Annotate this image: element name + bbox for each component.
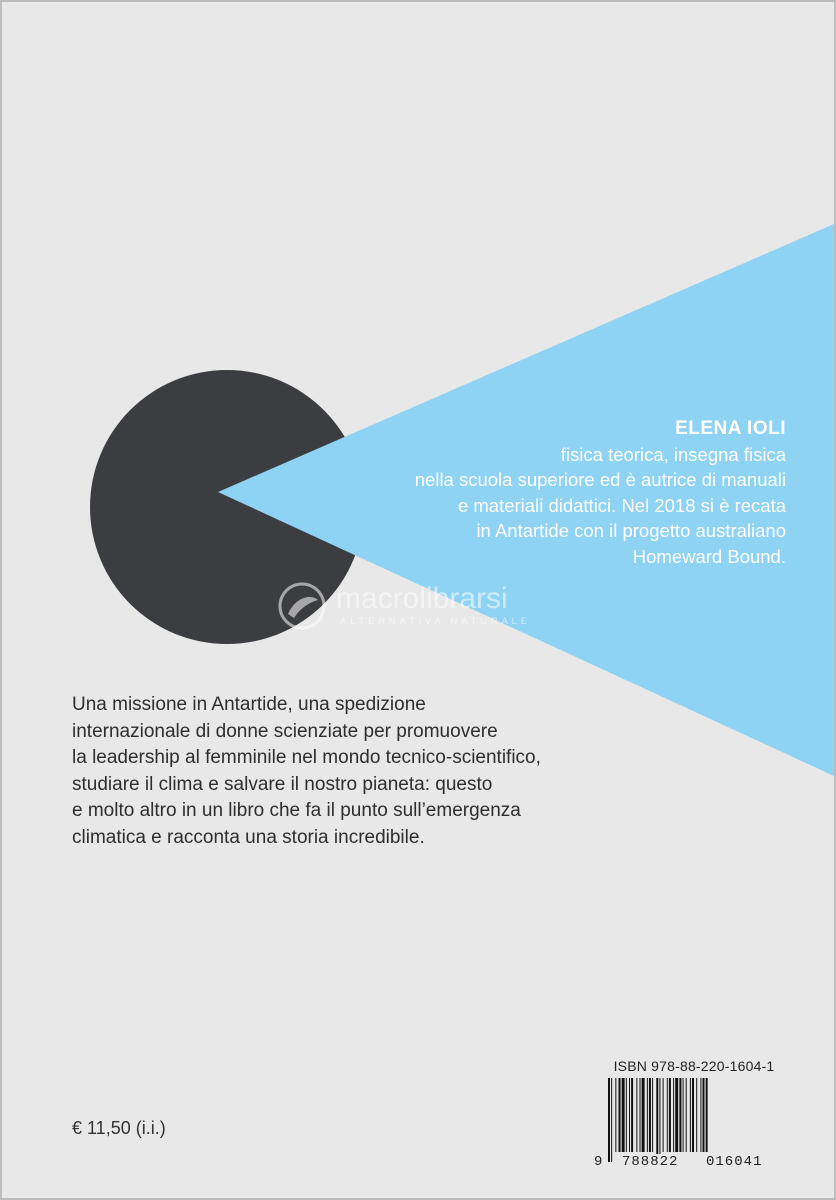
barcode-bar [706, 1078, 708, 1152]
author-bio-line: in Antartide con il progetto australiano [476, 520, 786, 541]
barcode-bar [619, 1078, 621, 1152]
barcode-digits-left: 788822 [622, 1154, 679, 1170]
author-bio-line: Homeward Bound. [632, 545, 786, 567]
barcode-bar [615, 1078, 616, 1152]
barcode-bar [636, 1078, 637, 1152]
barcode-bar [622, 1078, 625, 1152]
watermark-tagline: ALTERNATIVA NATURALE [340, 616, 531, 627]
barcode-bar [649, 1078, 651, 1152]
barcode-bar [673, 1078, 674, 1152]
barcode-bar [667, 1078, 668, 1152]
barcode-bar [647, 1078, 648, 1152]
description-line: e molto altro in un libro che fa il punto sull’emergenza [72, 800, 521, 822]
barcode-bar [656, 1078, 658, 1162]
author-bio-line: e materiali didattici. Nel 2018 si è recata [457, 494, 786, 516]
barcode-bar [659, 1078, 660, 1162]
barcode-bar [652, 1078, 653, 1152]
author-bio-line: nella scuola superiore ed è autrice di manuali [414, 469, 786, 490]
barcode-bar [669, 1078, 671, 1152]
description-line: Una missione in Antartide, una spedizione [72, 694, 426, 715]
macrolibrarsi-watermark [274, 580, 574, 634]
watermark-logo-icon [274, 580, 330, 636]
barcode-bar [626, 1078, 627, 1152]
barcode-bar [703, 1078, 705, 1152]
barcode-bar [663, 1078, 664, 1152]
isbn-barcode [594, 1058, 794, 1170]
author-name: ELENA IOLI [675, 418, 786, 439]
author-bio-block [226, 416, 786, 569]
author-bio-line: fisica teorica, insegna fisica [560, 443, 786, 465]
barcode-bar [608, 1078, 610, 1162]
isbn-label: ISBN 978-88-220-1604-1 [613, 1058, 775, 1074]
description-line: studiare il clima e salvare il nostro pianeta: questo [72, 773, 493, 795]
barcode-digit-prefix: 9 [594, 1154, 603, 1170]
price-label: € 11,50 (i.i.) [72, 1118, 166, 1138]
barcode-bar [679, 1078, 681, 1152]
barcode-bar [642, 1078, 645, 1152]
book-description [72, 692, 792, 852]
barcode-bar [683, 1078, 684, 1152]
barcode-bar [629, 1078, 630, 1152]
barcode-bar [611, 1078, 612, 1162]
description-line: internazionale di donne scienziate per promuovere [72, 720, 498, 742]
description-line: climatica e racconta una storia incredibile. [72, 826, 425, 848]
barcode-digits-right: 016041 [706, 1154, 763, 1170]
description-line: la leadership al femminile nel mondo tecnico-scientifico, [72, 747, 541, 769]
barcode-bar [696, 1078, 697, 1152]
watermark-text: macrolibrarsi [336, 582, 508, 615]
barcode-bar [692, 1078, 694, 1152]
barcode-bar [690, 1078, 691, 1152]
barcode-bar [631, 1078, 633, 1152]
barcode-bar [675, 1078, 678, 1152]
barcode-bars [594, 1078, 794, 1164]
barcode-bar [686, 1078, 687, 1152]
barcode-bar [640, 1078, 641, 1152]
barcode-bar [700, 1078, 701, 1152]
